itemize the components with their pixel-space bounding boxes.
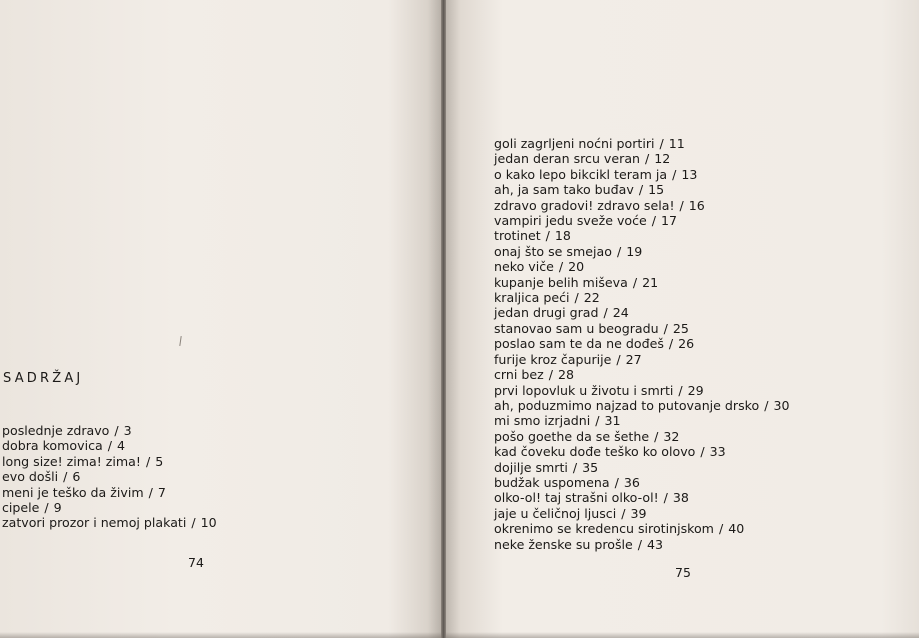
toc-entry	[494, 228, 790, 243]
entry-title: olko-ol! taj strašni olko-ol!	[494, 490, 659, 506]
entry-page-number: 12	[654, 151, 671, 167]
toc-entry	[494, 398, 790, 413]
entry-title: stanovao sam u beogradu	[494, 320, 659, 336]
entry-title: o kako lepo bikcikl teram ja	[494, 166, 668, 182]
entry-page-number: 5	[155, 453, 164, 469]
entry-separator: /	[668, 336, 674, 352]
contents-list-left	[2, 423, 217, 531]
entry-page-number: 31	[604, 413, 621, 429]
entry-separator: /	[572, 459, 578, 475]
entry-title: vampiri jedu sveže voće	[494, 213, 647, 229]
entry-page-number: 24	[612, 305, 629, 321]
toc-entry	[2, 515, 217, 530]
entry-title: onaj što se smejao	[494, 243, 612, 259]
entry-separator: /	[558, 259, 564, 275]
entry-page-number: 20	[568, 259, 585, 275]
entry-page-number: 30	[773, 397, 790, 413]
entry-title: dojilje smrti	[494, 459, 568, 475]
entry-page-number: 9	[53, 500, 62, 516]
entry-separator: /	[764, 397, 769, 413]
entry-separator: /	[616, 351, 621, 367]
entry-page-number: 33	[709, 444, 726, 460]
entry-title: dobra komovica	[2, 438, 103, 454]
entry-title: budžak uspomena	[494, 474, 610, 490]
entry-separator: /	[679, 197, 684, 213]
entry-title: zatvori prozor i nemoj plakati	[2, 515, 187, 531]
right-page	[446, 0, 919, 638]
entry-title: jedan drugi grad	[494, 305, 599, 321]
entry-separator: /	[548, 367, 553, 383]
toc-entry	[494, 383, 790, 398]
entry-separator: /	[672, 166, 677, 182]
entry-separator: /	[603, 305, 608, 321]
toc-entry	[2, 454, 217, 469]
toc-entry	[494, 244, 790, 259]
entry-title: prvi lopovluk u životu i smrti	[494, 382, 674, 398]
entry-title: jedan deran srcu veran	[494, 151, 641, 167]
toc-entry	[2, 500, 217, 515]
entry-title: mi smo izrjadni	[494, 413, 591, 429]
toc-entry	[2, 423, 217, 438]
toc-entry	[494, 321, 790, 336]
entry-separator: /	[632, 274, 638, 290]
entry-page-number: 29	[687, 382, 704, 398]
entry-separator: /	[638, 182, 644, 198]
toc-entry	[494, 413, 790, 428]
entry-title: trotinet	[494, 228, 541, 244]
toc-entry	[494, 275, 790, 290]
entry-separator: /	[545, 228, 550, 244]
toc-entry	[494, 521, 790, 536]
entry-separator: /	[145, 453, 151, 469]
entry-page-number: 22	[583, 290, 600, 306]
toc-entry	[494, 444, 790, 459]
entry-page-number: 15	[648, 182, 665, 198]
entry-title: meni je teško da živim	[2, 484, 144, 500]
entry-page-number: 27	[625, 351, 642, 367]
entry-title: zdravo gradovi! zdravo sela!	[494, 197, 675, 213]
entry-page-number: 18	[554, 228, 571, 244]
entry-title: goli zagrljeni noćni portiri	[494, 136, 655, 151]
toc-entry	[494, 182, 790, 197]
toc-entry	[2, 469, 217, 484]
entry-separator: /	[148, 484, 153, 500]
entry-page-number: 32	[663, 428, 680, 444]
entry-page-number: 7	[157, 484, 166, 500]
entry-separator: /	[616, 243, 622, 259]
toc-entry	[494, 506, 790, 521]
entry-title: pošo goethe da se šethe	[494, 428, 650, 444]
entry-page-number: 19	[626, 243, 643, 259]
page-edge-shadow	[0, 632, 441, 638]
entry-page-number: 25	[672, 320, 689, 336]
entry-page-number: 6	[72, 469, 81, 485]
contents-list-right	[494, 136, 790, 552]
entry-separator: /	[663, 490, 668, 506]
entry-separator: /	[637, 536, 643, 552]
entry-title: kupanje belih miševa	[494, 274, 628, 290]
entry-separator: /	[614, 474, 619, 490]
toc-entry	[494, 336, 790, 351]
entry-page-number: 11	[668, 136, 685, 151]
entry-separator: /	[44, 500, 49, 516]
page-number-left: 74	[188, 555, 204, 570]
entry-separator: /	[654, 428, 659, 444]
page-edge-shadow	[446, 632, 919, 638]
toc-entry	[494, 537, 790, 552]
entry-separator: /	[191, 515, 196, 531]
entry-separator: /	[574, 290, 579, 306]
entry-page-number: 39	[630, 505, 647, 521]
entry-page-number: 3	[123, 423, 132, 438]
entry-page-number: 43	[647, 536, 664, 552]
toc-entry	[494, 198, 790, 213]
toc-entry	[494, 151, 790, 166]
entry-separator: /	[621, 505, 626, 521]
toc-entry	[2, 485, 217, 500]
toc-entry	[494, 167, 790, 182]
entry-title: jaje u čeličnoj ljusci	[494, 505, 617, 521]
toc-entry	[494, 460, 790, 475]
entry-separator: /	[651, 213, 657, 229]
toc-entry	[494, 213, 790, 228]
entry-title: neke ženske su prošle	[494, 536, 633, 552]
entry-page-number: 40	[728, 521, 745, 537]
entry-title: poslednje zdravo	[2, 423, 110, 438]
toc-entry	[494, 352, 790, 367]
entry-title: ah, poduzmimo najzad to putovanje drsko	[494, 397, 760, 413]
entry-title: furije kroz čapurije	[494, 351, 612, 367]
entry-separator: /	[63, 469, 68, 485]
toc-entry	[494, 367, 790, 382]
entry-title: okrenimo se kredencu sirotinjskom	[494, 521, 714, 537]
toc-entry	[494, 475, 790, 490]
entry-page-number: 21	[642, 274, 659, 290]
toc-entry	[2, 438, 217, 453]
entry-separator: /	[659, 136, 664, 151]
entry-separator: /	[678, 382, 683, 398]
toc-entry	[494, 290, 790, 305]
toc-entry	[494, 136, 790, 151]
entry-page-number: 36	[623, 474, 640, 490]
entry-title: kad čoveku dođe teško ko olovo	[494, 444, 696, 460]
contents-heading: SADRŽAJ	[3, 371, 84, 386]
entry-page-number: 38	[672, 490, 689, 506]
entry-page-number: 13	[681, 166, 698, 182]
entry-title: long size! zima! zima!	[2, 453, 141, 469]
entry-page-number: 35	[582, 459, 599, 475]
toc-entry	[494, 259, 790, 274]
page-number-right: 75	[675, 565, 691, 580]
entry-title: crni bez	[494, 367, 544, 383]
entry-page-number: 26	[678, 336, 695, 352]
entry-separator: /	[114, 423, 119, 438]
entry-separator: /	[718, 521, 724, 537]
entry-separator: /	[107, 438, 112, 454]
entry-title: poslao sam te da ne dođeš	[494, 336, 664, 352]
entry-title: kraljica peći	[494, 290, 570, 306]
entry-page-number: 4	[116, 438, 125, 454]
entry-separator: /	[663, 320, 668, 336]
toc-entry	[494, 490, 790, 505]
toc-entry	[494, 305, 790, 320]
entry-title: neko viče	[494, 259, 554, 275]
toc-entry	[494, 429, 790, 444]
entry-separator: /	[595, 413, 600, 429]
entry-page-number: 16	[688, 197, 705, 213]
pencil-mark	[179, 336, 181, 346]
entry-page-number: 10	[200, 515, 217, 531]
entry-separator: /	[645, 151, 650, 167]
entry-title: cipele	[2, 500, 40, 516]
entry-title: evo došli	[2, 469, 59, 485]
entry-page-number: 17	[661, 213, 678, 229]
left-page	[0, 0, 441, 638]
entry-page-number: 28	[557, 367, 574, 383]
entry-title: ah, ja sam tako buđav	[494, 182, 634, 198]
entry-separator: /	[700, 444, 705, 460]
